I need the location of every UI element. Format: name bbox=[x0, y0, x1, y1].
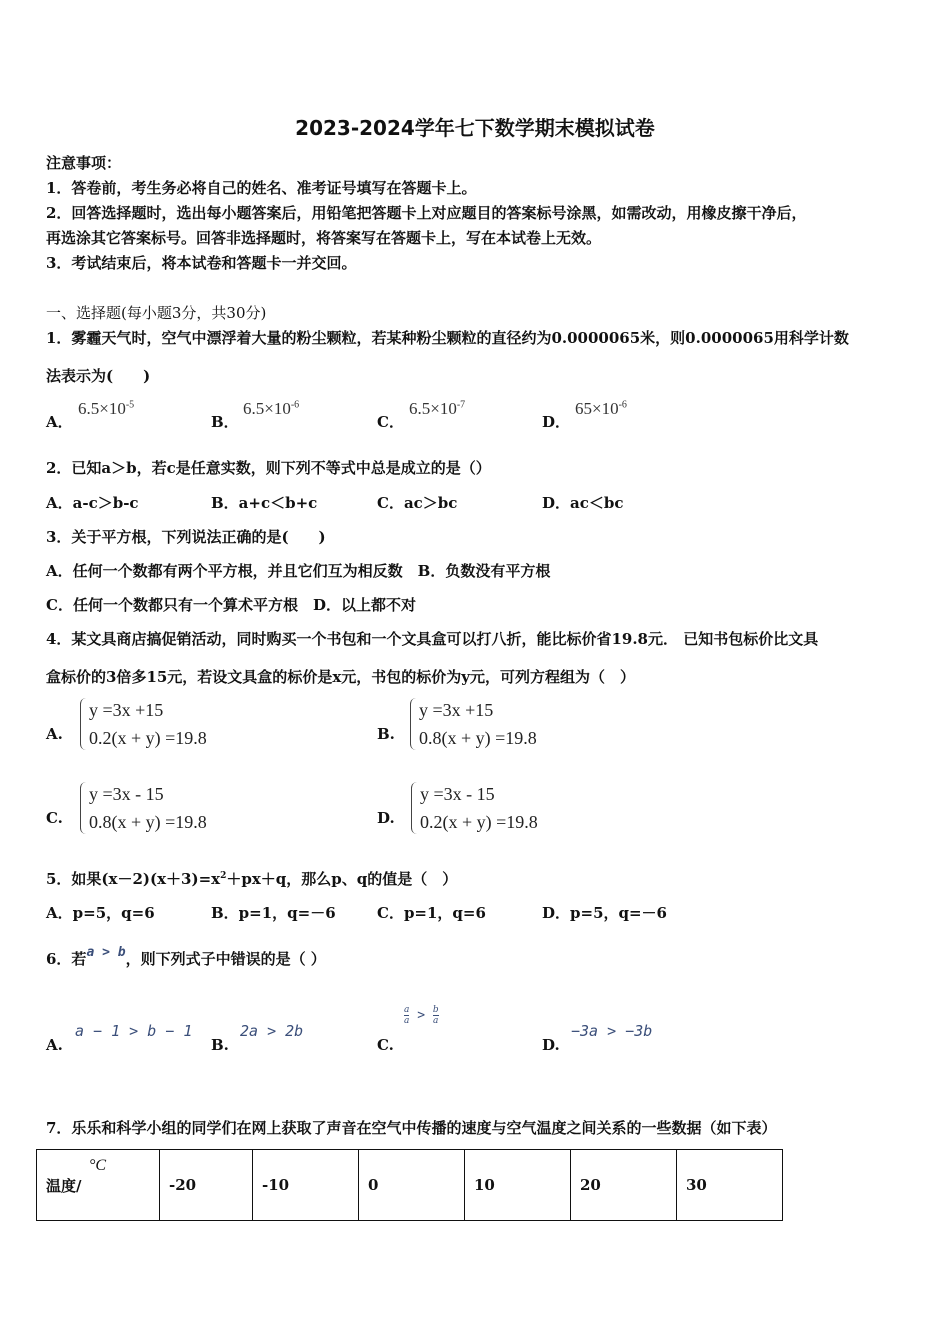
question-3-stem: 3．关于平方根，下列说法正确的是( ) bbox=[46, 528, 326, 546]
table-cell: 0 bbox=[359, 1150, 465, 1221]
notice-item: 2．回答选择题时，选出每小题答案后，用铅笔把答题卡上对应题目的答案标号涂黑，如需改动，用橡皮擦干净后， bbox=[46, 204, 807, 222]
section-heading: 一、选择题(每小题3分，共30分) bbox=[46, 304, 267, 322]
question-7-stem: 7．乐乐和科学小组的同学们在网上获取了声音在空气中传播的速度与空气温度之间关系的一些数据（如下表） bbox=[46, 1119, 777, 1137]
option-5d: D．p=5，q=－6 bbox=[542, 904, 667, 922]
question-6-stem: 6．若a > b，则下列式子中错误的是（ ） bbox=[46, 945, 326, 968]
option-label: C. bbox=[377, 1036, 394, 1054]
option-5a: A．p=5，q=6 bbox=[46, 904, 155, 922]
unit-celsius: °C bbox=[89, 1157, 107, 1174]
option-label: B. bbox=[377, 725, 395, 743]
page-title: 2023-2024学年七下数学期末模拟试卷 bbox=[295, 116, 655, 140]
option-4a-system: y =3x +15 0.2(x + y) =19.8 bbox=[80, 696, 207, 752]
option-label: A． bbox=[46, 413, 73, 431]
table-header-cell: 温度/ °C bbox=[37, 1150, 160, 1221]
table-cell: 30 bbox=[677, 1150, 783, 1221]
option-label: C. bbox=[46, 809, 63, 827]
option-label: C． bbox=[377, 413, 404, 431]
option-6c-math: $\frac{a}{a}$ > $\frac{b}{a}$ bbox=[404, 1005, 439, 1026]
question-4-stem-cont: 盒标价的3倍多15元，若设文具盒的标价是x元，书包的标价为y元，可列方程组为（ ） bbox=[46, 668, 635, 686]
option-3cd: C．任何一个数都只有一个算术平方根 D．以上都不对 bbox=[46, 596, 416, 614]
option-2d: D．ac＜bc bbox=[542, 494, 624, 512]
left-brace-icon bbox=[80, 698, 87, 750]
option-label: B. bbox=[211, 1036, 229, 1054]
option-6b-math: 2a > 2b bbox=[240, 1022, 304, 1040]
left-brace-icon bbox=[411, 782, 418, 834]
table-row bbox=[37, 1150, 783, 1221]
option-1a-math: $6.5\times 10^{-5}$ bbox=[78, 399, 135, 418]
question-5-stem: 5．如果$(x-2)(x+3)=x^2+px+q$，那么p、q的值是（ ） bbox=[46, 870, 458, 888]
question-2-stem: 2．已知a＞b，若c是任意实数，则下列不等式中总是成立的是（） bbox=[46, 459, 491, 477]
question-1-stem-cont: 法表示为( ) bbox=[46, 367, 151, 385]
option-5b: B．p=1，q=－6 bbox=[211, 904, 336, 922]
table-cell: 20 bbox=[571, 1150, 677, 1221]
option-label: D. bbox=[377, 809, 395, 827]
option-2c: C．ac＞bc bbox=[377, 494, 458, 512]
option-1b-math: $6.5\times 10^{-6}$ bbox=[243, 399, 300, 418]
option-6a-math: a − 1 > b − 1 bbox=[75, 1022, 193, 1040]
option-label: D． bbox=[542, 413, 571, 431]
notice-item: 3．考试结束后，将本试卷和答题卡一并交回。 bbox=[46, 254, 357, 272]
notice-heading: 注意事项： bbox=[46, 154, 122, 172]
table-cell: -10 bbox=[253, 1150, 359, 1221]
left-brace-icon bbox=[410, 698, 417, 750]
option-1c-math: $6.5\times 10^{-7}$ bbox=[409, 399, 466, 418]
option-5c: C．p=1，q=6 bbox=[377, 904, 486, 922]
data-table bbox=[36, 1149, 783, 1221]
option-6d-math: −3a > −3b bbox=[571, 1022, 653, 1040]
option-4b-system: y =3x +15 0.8(x + y) =19.8 bbox=[410, 696, 537, 752]
table-cell: -20 bbox=[160, 1150, 253, 1221]
option-2a: A．a-c＞b-c bbox=[46, 494, 139, 512]
option-label: A. bbox=[46, 1036, 63, 1054]
left-brace-icon bbox=[80, 782, 87, 834]
option-3ab: A．任何一个数都有两个平方根，并且它们互为相反数 B．负数没有平方根 bbox=[46, 562, 551, 580]
option-label: D. bbox=[542, 1036, 560, 1054]
question-1-stem: 1．雾霾天气时，空气中漂浮着大量的粉尘颗粒，若某种粉尘颗粒的直径约为0.0000065米，则0.0000065用科学计数 bbox=[46, 329, 849, 347]
option-label: A. bbox=[46, 725, 63, 743]
option-2b: B．a+c＜b+c bbox=[211, 494, 318, 512]
notice-item: 再选涂其它答案标号。回答非选择题时，将答案写在答题卡上，写在本试卷上无效。 bbox=[46, 229, 602, 247]
option-1d-math: $65\times 10^{-6}$ bbox=[575, 399, 627, 418]
question-4-stem: 4．某文具商店搞促销活动，同时购买一个书包和一个文具盒可以打八折，能比标价省19.8元． 已知书包标价比文具 bbox=[46, 630, 819, 648]
table-cell: 10 bbox=[465, 1150, 571, 1221]
notice-item: 1．答卷前，考生务必将自己的姓名、准考证号填写在答题卡上。 bbox=[46, 179, 477, 197]
option-4c-system: y =3x - 15 0.8(x + y) =19.8 bbox=[80, 780, 207, 836]
option-label: B． bbox=[211, 413, 239, 431]
option-4d-system: y =3x - 15 0.2(x + y) =19.8 bbox=[411, 780, 538, 836]
